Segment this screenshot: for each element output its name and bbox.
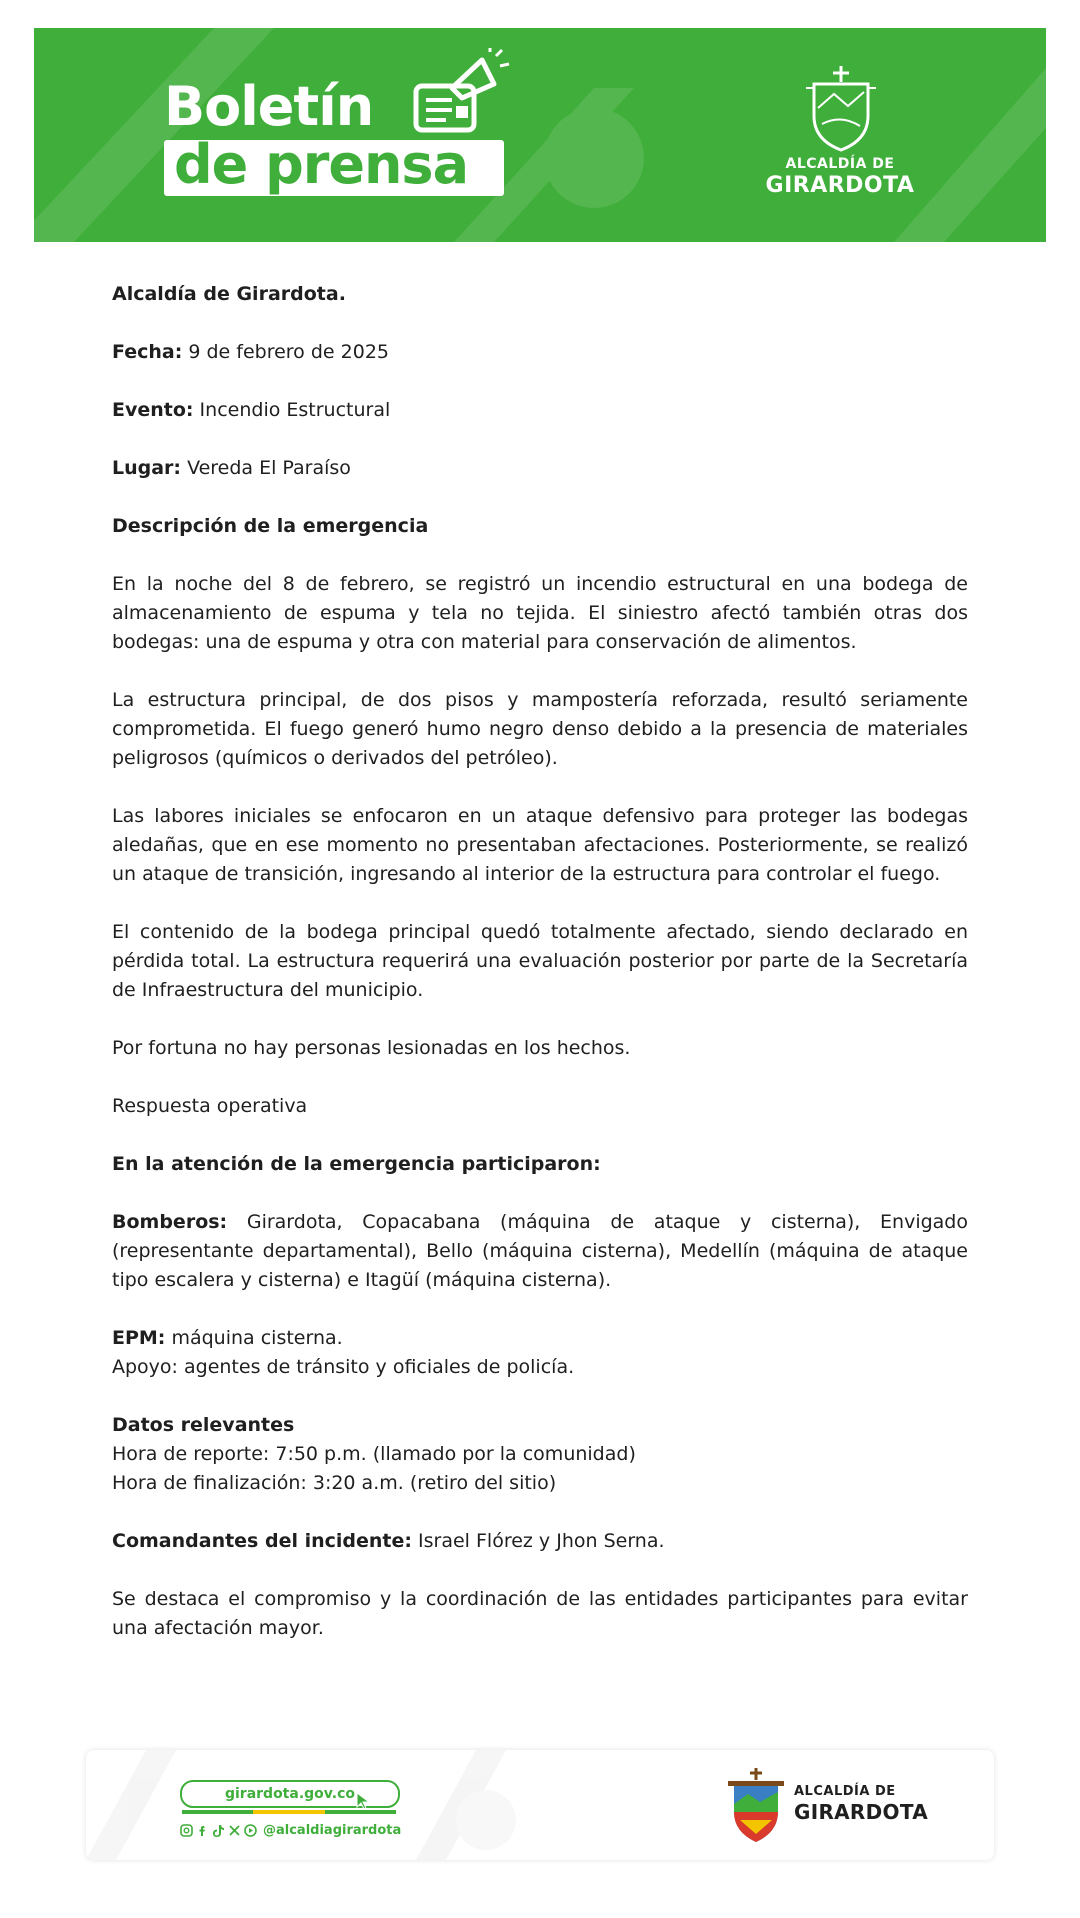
relevant-data-heading: Datos relevantes	[112, 1414, 295, 1436]
municipal-crest-icon	[726, 1768, 786, 1844]
event-label: Evento:	[112, 399, 194, 421]
header-banner	[34, 28, 1046, 242]
cursor-icon	[356, 1792, 372, 1810]
date-value: 9 de febrero de 2025	[182, 341, 389, 363]
instagram-icon[interactable]	[180, 1824, 193, 1837]
epm-line	[112, 1324, 968, 1353]
accent-color-bar	[182, 1810, 396, 1814]
paragraph-6: Respuesta operativa	[112, 1095, 308, 1117]
footer-brand	[794, 1784, 928, 1824]
bulletin-title-line1: Boletín	[164, 75, 374, 138]
press-release-body	[112, 280, 968, 1643]
date-label: Fecha:	[112, 341, 183, 363]
epm-value: máquina cisterna.	[165, 1327, 343, 1349]
social-links	[180, 1820, 401, 1840]
paragraph-1: En la noche del 8 de febrero, se registró un incendio estructural en una bodega de almacenamiento de espuma y tela no tejida. El siniestro afectó también otras dos bodegas: una de espuma y otra con material para conservación de alimentos.	[112, 573, 968, 653]
footer	[86, 1750, 994, 1860]
megaphone-icon	[412, 48, 512, 138]
brand-line1: ALCALDÍA DE	[785, 156, 895, 172]
firefighters-label: Bomberos:	[112, 1211, 228, 1233]
header-brand	[760, 156, 920, 198]
commanders-value: Israel Flórez y Jhon Serna.	[412, 1530, 665, 1552]
date-line	[112, 338, 968, 367]
commanders-label: Comandantes del incidente:	[112, 1530, 412, 1552]
brand-line2: GIRARDOTA	[765, 173, 915, 198]
participants-heading: En la atención de la emergencia participaron:	[112, 1153, 601, 1175]
place-value: Vereda El Paraíso	[181, 457, 351, 479]
municipal-crest-icon	[804, 64, 878, 152]
footer-brand-line1: ALCALDÍA DE	[794, 1784, 896, 1799]
end-time: Hora de finalización: 3:20 a.m. (retiro del sitio)	[112, 1472, 557, 1494]
event-value: Incendio Estructural	[193, 399, 391, 421]
place-label: Lugar:	[112, 457, 182, 479]
social-handle[interactable]: @alcaldiagirardota	[263, 1822, 402, 1838]
paragraph-4: El contenido de la bodega principal quedó totalmente afectado, siendo declarado en pérdida total. La estructura requerirá una evaluación posterior por parte de la Secretaría de Infraestructura del municipio.	[112, 921, 968, 1001]
paragraph-5: Por fortuna no hay personas lesionadas en los hechos.	[112, 1037, 631, 1059]
paragraph-3: Las labores iniciales se enfocaron en un ataque defensivo para proteger las bodegas aledañas, que en ese momento no presentaban afectaciones. Posteriormente, se realizó un ataque de transición, ingresando al interior de la estructura para controlar el fuego.	[112, 805, 968, 885]
website-link[interactable]: girardota.gov.co	[180, 1780, 400, 1808]
report-time: Hora de reporte: 7:50 p.m. (llamado por la comunidad)	[112, 1443, 636, 1465]
closing-paragraph: Se destaca el compromiso y la coordinación de las entidades participantes para evitar una afectación mayor.	[112, 1588, 968, 1639]
tiktok-icon[interactable]	[212, 1824, 225, 1837]
paragraph-2: La estructura principal, de dos pisos y mampostería reforzada, resultó seriamente comprometida. El fuego generó humo negro denso debido a la presencia de materiales peligrosos (químicos o derivados del petróleo).	[112, 689, 968, 769]
place-line	[112, 454, 968, 483]
organization-name: Alcaldía de Girardota.	[112, 283, 346, 305]
footer-brand-line2: GIRARDOTA	[794, 1800, 929, 1824]
bulletin-title-line2: de prensa	[174, 133, 469, 196]
firefighters-line	[112, 1208, 968, 1295]
commanders-line	[112, 1527, 968, 1556]
epm-label: EPM:	[112, 1327, 166, 1349]
event-line	[112, 396, 968, 425]
x-icon[interactable]	[228, 1824, 241, 1837]
firefighters-value: Girardota, Copacabana (máquina de ataque y cisterna), Envigado (representante departamental), Bello (máquina cisterna), Medellín (máquina de ataque tipo escalera y cisterna) e Itagüí (máquina cisterna).	[112, 1211, 968, 1291]
description-heading: Descripción de la emergencia	[112, 515, 429, 537]
youtube-icon[interactable]	[244, 1824, 257, 1837]
facebook-icon[interactable]	[196, 1824, 209, 1837]
support-line: Apoyo: agentes de tránsito y oficiales de policía.	[112, 1356, 575, 1378]
